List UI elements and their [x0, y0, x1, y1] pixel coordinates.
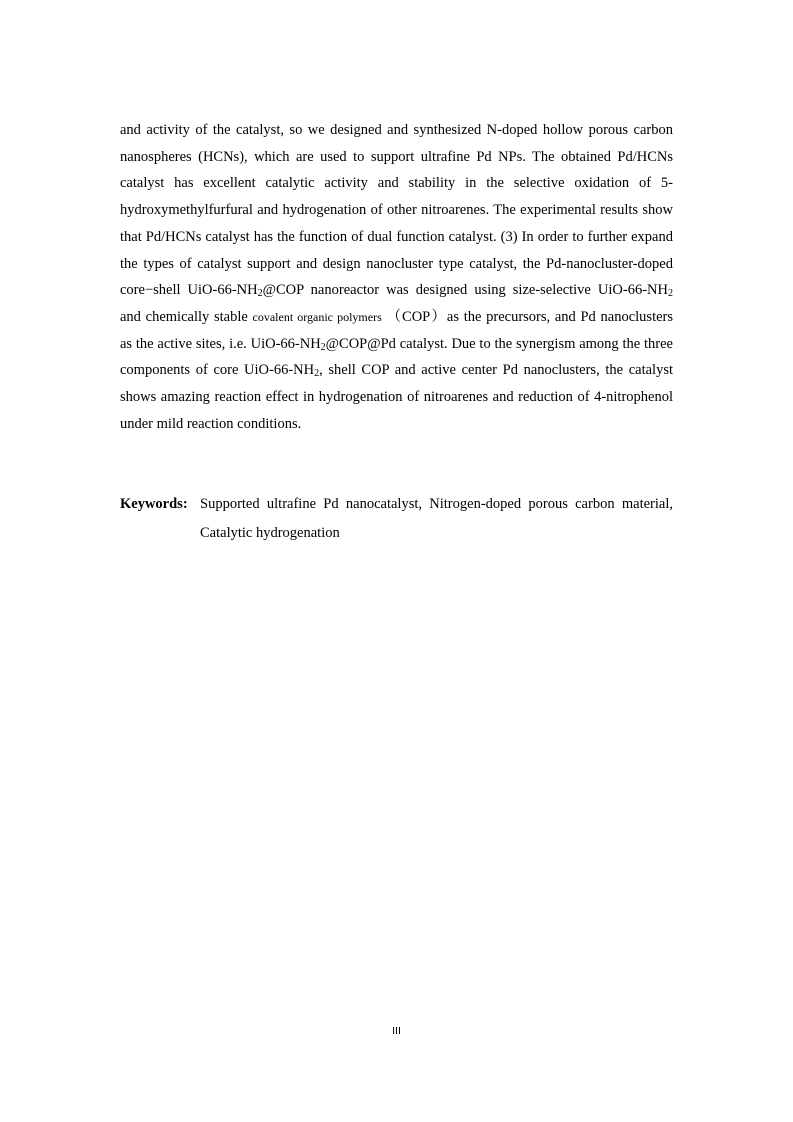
keywords-label: Keywords: — [120, 496, 188, 512]
abstract-text-segment: @COP nanoreactor was designed using size-selective UiO-66-NH — [262, 282, 668, 299]
subscript: 2 — [667, 288, 673, 300]
abstract-text-segment: and chemically stable — [120, 308, 253, 325]
subscript: 2 — [320, 341, 326, 353]
abstract-text-segment: @COP@Pd catalyst. Due to the synergism among the three components of core UiO-66-NH — [120, 335, 673, 379]
abstract-text-segment: （COP）as the precursors, and Pd nanoclusters as the active sites, i.e. UiO-66-NH — [120, 308, 674, 352]
abstract-text-small-segment: covalent organic polymers — [252, 309, 382, 324]
subscript: 2 — [314, 368, 320, 380]
keywords-text: Supported ultrafine Pd nanocatalyst, Nitrogen-doped porous carbon material, Catalytic hydrogenation — [200, 496, 673, 541]
page-number: III — [392, 1026, 401, 1037]
subscript: 2 — [257, 288, 263, 300]
keywords-block — [120, 490, 673, 548]
abstract-text-segment: and activity of the catalyst, so we designed and synthesized N-doped hollow porous carbon nanospheres (HCNs), which are used to support ultrafine Pd NPs. The obtained Pd/HCNs catalyst has excellent catalytic activity and stability in the selective oxidation of 5-hydroxymethylfurfural and hydrogenation of other nitroarenes. The experimental results show that Pd/HCNs catalyst has the function of dual function catalyst. (3) In order to further expand the types of catalyst support and design nanocluster type catalyst, the Pd-nanocluster-doped core−shell UiO-66-NH — [120, 122, 673, 299]
abstract-paragraph — [120, 117, 673, 437]
abstract-text-segment: , shell COP and active center Pd nanoclusters, the catalyst shows amazing reaction effect in hydrogenation of nitroarenes and reduction of 4-nitrophenol under mild reaction conditions. — [120, 362, 673, 432]
